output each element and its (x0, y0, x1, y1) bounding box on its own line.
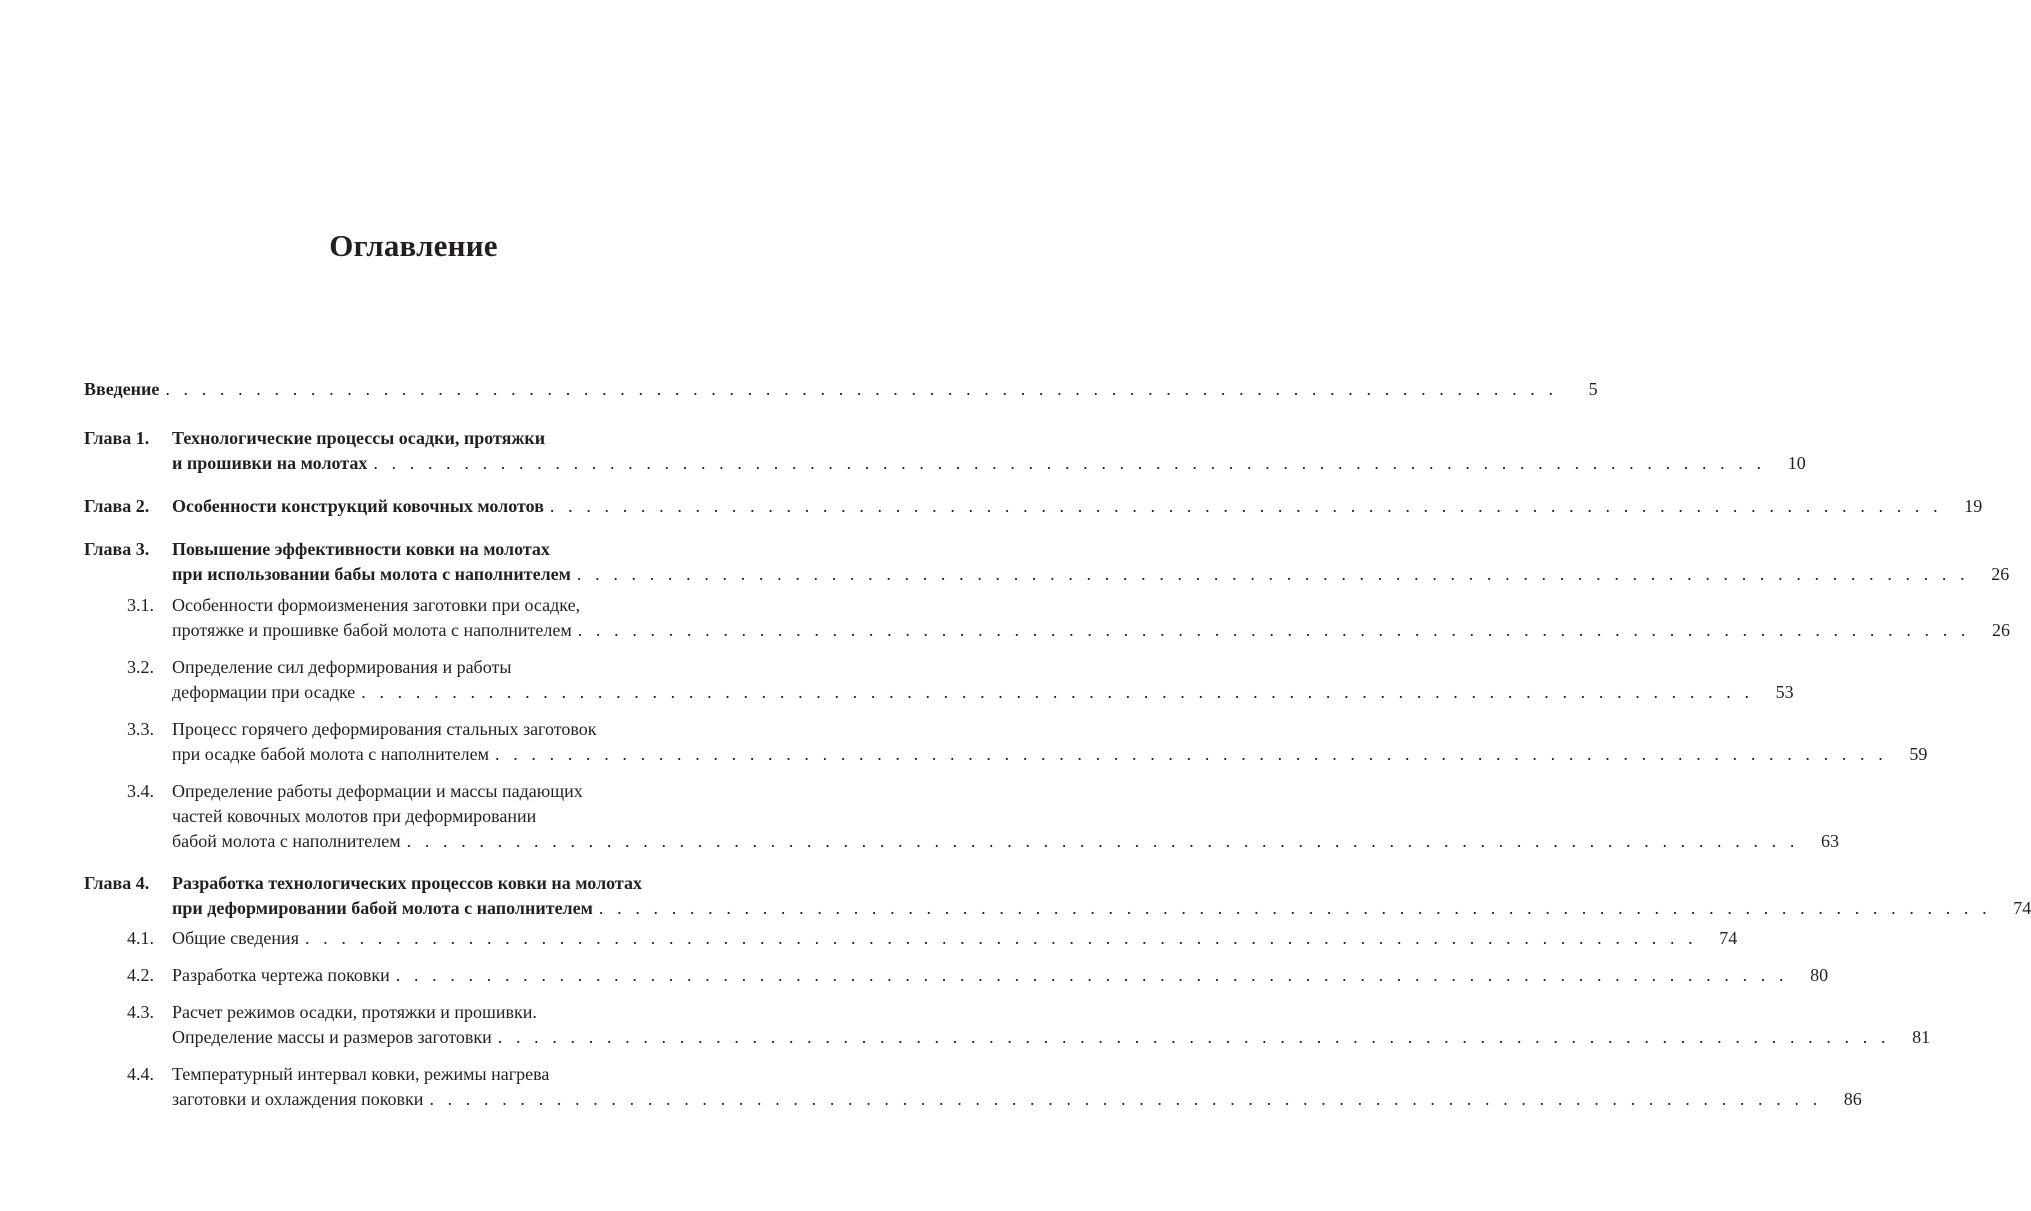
toc-entry-title-line: Определение работы деформации и массы падающих (172, 781, 583, 801)
page-number: 74 (2013, 898, 2031, 918)
section-number: 4.2. (127, 965, 154, 985)
toc-entry-title-line: Технологические процессы осадки, протяжки (172, 428, 546, 448)
leader-dots: . . . . . . . . . . . . . . . . . . . . . . . . . . . . . . . . . . . . . . . . . . . . . . . . . . . . . . . . . . . . . . . . . . . . . . . . . . . . . (497, 1027, 1891, 1047)
leader-dots: . . . . . . . . . . . . . . . . . . . . . . . . . . . . . . . . . . . . . . . . . . . . . . . . . . . . . . . . . . . . . . . . . . . . . . . . . . . . . (598, 898, 1992, 918)
section-number: 3.3. (127, 719, 154, 739)
chapter-number: Глава 2. (84, 496, 150, 516)
toc-entry-title-line: Особенности формоизменения заготовки при осадке, (172, 595, 581, 615)
section-number: 4.1. (127, 928, 154, 948)
leader-dots: . . . . . . . . . . . . . . . . . . . . . . . . . . . . . . . . . . . . . . . . . . . . . . . . . . . . . . . . . . . . . . . . . . . . . . . . . . . . . (373, 453, 1766, 473)
toc-entry-title-line: Расчет режимов осадки, протяжки и прошивки. (172, 1002, 537, 1022)
page-number: 5 (1588, 379, 1598, 399)
page-number: 86 (1843, 1089, 1862, 1109)
section-number: 3.2. (127, 657, 154, 677)
leader-dots: . . . . . . . . . . . . . . . . . . . . . . . . . . . . . . . . . . . . . . . . . . . . . . . . . . . . . . . . . . . . . . . . . . . . . . . . . . . . . (361, 682, 1754, 702)
toc-entry-title-line: при деформировании бабой молота с наполнителем (172, 898, 593, 918)
toc-entry-title-line: заготовки и охлаждения поковки (172, 1089, 424, 1109)
section-number: 4.3. (127, 1002, 154, 1022)
toc-entry-title-line: деформации при осадке (172, 682, 356, 702)
toc-entry-title-line: Повышение эффективности ковки на молотах (172, 539, 550, 559)
leader-dots: . . . . . . . . . . . . . . . . . . . . . . . . . . . . . . . . . . . . . . . . . . . . . . . . . . . . . . . . . . . . . . . . . . . . . . . . . . . . . (304, 928, 1698, 948)
leader-dots: . . . . . . . . . . . . . . . . . . . . . . . . . . . . . . . . . . . . . . . . . . . . . . . . . . . . . . . . . . . . . . . . . . . . . . . . . . . . . (429, 1089, 1822, 1109)
toc-entry-title-line: и прошивки на молотах (172, 453, 368, 473)
leader-dots: . . . . . . . . . . . . . . . . . . . . . . . . . . . . . . . . . . . . . . . . . . . . . . . . . . . . . . . . . . . . . . . . . . . . . . . . . . . . . (395, 965, 1789, 985)
page-title: Оглавление (329, 228, 498, 263)
toc-entry-title-line: Определение сил деформирования и работы (172, 657, 512, 677)
toc-entry-title: Общие сведения (172, 928, 299, 948)
toc-entry-title-line: Разработка технологических процессов ковки на молотах (172, 873, 642, 893)
leader-dots: . . . . . . . . . . . . . . . . . . . . . . . . . . . . . . . . . . . . . . . . . . . . . . . . . . . . . . . . . . . . . . . . . . . . . . . . . . . . . (549, 496, 1943, 516)
section-number: 4.4. (127, 1064, 154, 1084)
page-number: 81 (1912, 1027, 1931, 1047)
toc-entry-title-line: при использовании бабы молота с наполнителем (172, 564, 571, 584)
toc-entry-title: Особенности конструкций ковочных молотов (172, 496, 544, 516)
toc-entry-title: Разработка чертежа поковки (172, 965, 390, 985)
toc-entry-title-line: при осадке бабой молота с наполнителем (172, 744, 490, 764)
toc-entry-title-line: бабой молота с наполнителем (172, 831, 401, 851)
page-number: 74 (1719, 928, 1738, 948)
section-number: 3.1. (127, 595, 154, 615)
page-number: 63 (1820, 831, 1839, 851)
leader-dots: . . . . . . . . . . . . . . . . . . . . . . . . . . . . . . . . . . . . . . . . . . . . . . . . . . . . . . . . . . . . . . . . . . . . . . . . . . . . . (406, 831, 1799, 851)
page-number: 26 (1992, 620, 2011, 640)
leader-dots: . . . . . . . . . . . . . . . . . . . . . . . . . . . . . . . . . . . . . . . . . . . . . . . . . . . . . . . . . . . . . . . . . . . . . . . . . . . . . (495, 744, 1888, 764)
leader-dots: . . . . . . . . . . . . . . . . . . . . . . . . . . . . . . . . . . . . . . . . . . . . . . . . . . . . . . . . . . . . . . . . . . . . . . . . . . . . . (577, 620, 1971, 640)
page-number: 53 (1775, 682, 1794, 702)
chapter-number: Глава 1. (84, 428, 150, 448)
toc-entry-title: Введение (84, 379, 160, 399)
page-number: 19 (1964, 496, 1983, 516)
section-number: 3.4. (127, 781, 154, 801)
toc-entry-title-line: частей ковочных молотов при деформировании (172, 806, 537, 826)
page-number: 59 (1909, 744, 1928, 764)
chapter-number: Глава 4. (84, 873, 150, 893)
toc-entry-title-line: Температурный интервал ковки, режимы нагрева (172, 1064, 550, 1084)
page-number: 10 (1787, 453, 1806, 473)
page-number: 26 (1991, 564, 2010, 584)
toc-entry-title-line: протяжке и прошивке бабой молота с наполнителем (172, 620, 572, 640)
leader-dots: . . . . . . . . . . . . . . . . . . . . . . . . . . . . . . . . . . . . . . . . . . . . . . . . . . . . . . . . . . . . . . . . . . . . . . . . . . . . . (165, 379, 1558, 399)
chapter-number: Глава 3. (84, 539, 150, 559)
page-number: 80 (1810, 965, 1829, 985)
toc-entry-title-line: Процесс горячего деформирования стальных заготовок (172, 719, 597, 739)
toc-entry-title-line: Определение массы и размеров заготовки (172, 1027, 492, 1047)
leader-dots: . . . . . . . . . . . . . . . . . . . . . . . . . . . . . . . . . . . . . . . . . . . . . . . . . . . . . . . . . . . . . . . . . . . . . . . . . . . . . (576, 564, 1970, 584)
